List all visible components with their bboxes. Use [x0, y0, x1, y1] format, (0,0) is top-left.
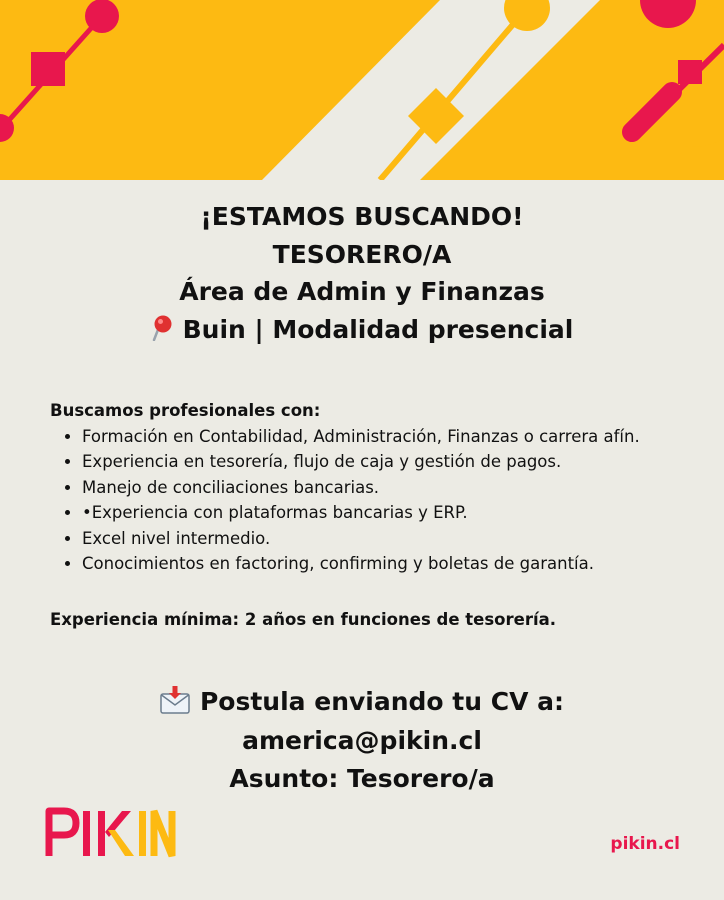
location-line — [0, 311, 724, 349]
envelope-with-arrow-icon — [160, 686, 190, 714]
apply-text: Postula enviando tu CV a: — [199, 687, 565, 716]
headline — [0, 198, 724, 348]
apply-subject: Asunto: Tesorero/a — [229, 764, 495, 793]
apply-section — [0, 683, 724, 799]
department: Área de Admin y Finanzas — [179, 277, 545, 306]
minimum-experience: Experiencia mínima: 2 años en funciones de tesorería. — [50, 610, 557, 629]
list-item: • Excel nivel intermedio. — [82, 526, 710, 552]
list-item: • Manejo de conciliaciones bancarias. — [82, 475, 710, 501]
list-item: • Formación en Contabilidad, Administración, Finanzas o carrera afín. — [82, 424, 710, 450]
requirements-title: Buscamos profesionales con: — [50, 401, 321, 420]
website-link[interactable]: pikin.cl — [610, 834, 680, 854]
round-pushpin-icon — [151, 315, 173, 341]
job-title: TESORERO/A — [272, 239, 452, 269]
apply-email[interactable]: america@pikin.cl — [242, 725, 482, 755]
decorative-header-graphic — [0, 0, 724, 180]
list-item: • •Experiencia con plataformas bancarias y ERP. — [82, 500, 710, 526]
list-item: • Conocimientos en factoring, confirming y boletas de garantía. — [82, 551, 710, 577]
requirements-list — [50, 424, 710, 577]
apply-line — [0, 683, 724, 722]
location-text: Buin | Modalidad presencial — [182, 314, 574, 344]
pikin-logo — [44, 806, 180, 858]
list-item: • Experiencia en tesorería, flujo de caja y gestión de pagos. — [82, 449, 710, 475]
headline-line-1: ¡ESTAMOS BUSCANDO! — [200, 202, 524, 231]
requirements-section — [50, 398, 710, 577]
